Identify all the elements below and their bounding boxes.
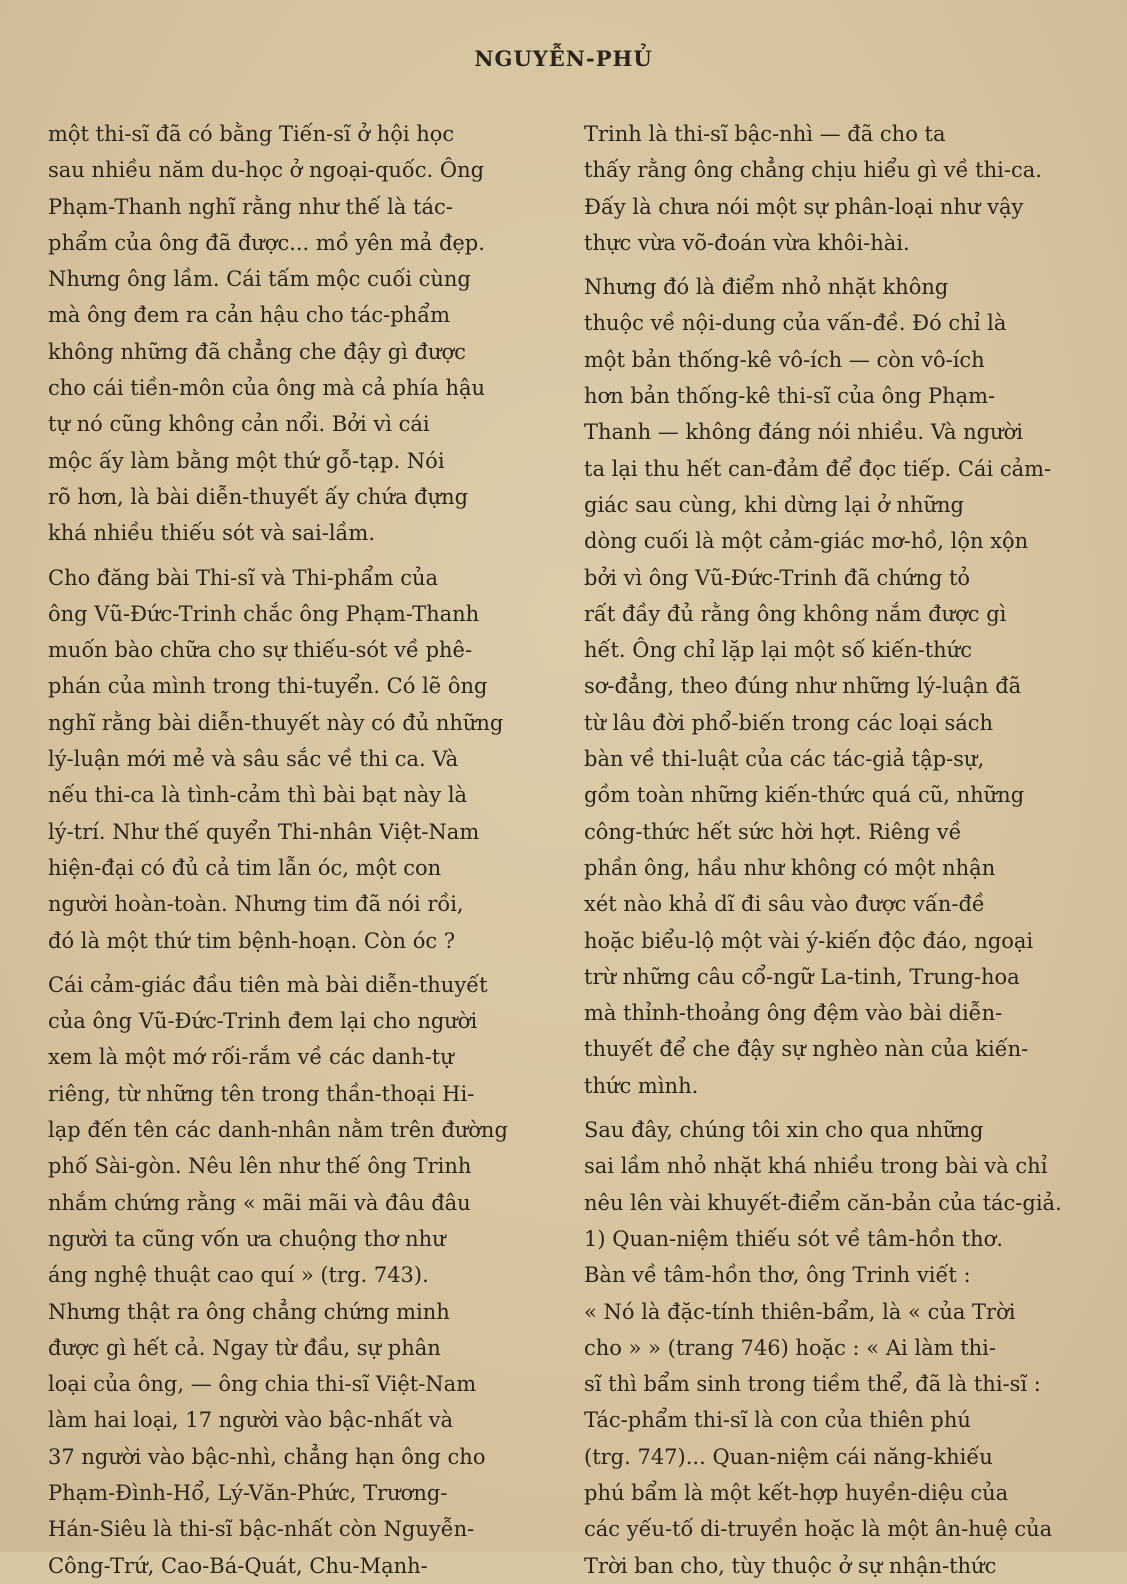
text-line: mộc ấy làm bằng một thứ gỗ-tạp. Nói <box>48 448 445 473</box>
text-line: loại của ông, — ông chia thi-sĩ Việt-Nam <box>48 1372 477 1397</box>
text-line: Tác-phẩm thi-sĩ là con của thiên phú <box>584 1408 971 1433</box>
text-line: muốn bào chữa cho sự thiếu-sót về phê- <box>48 638 473 663</box>
text-line: phán của mình trong thi-tuyển. Có lẽ ông <box>48 674 488 699</box>
text-line: Cái cảm-giác đầu tiên mà bài diễn-thuyết <box>48 972 488 997</box>
text-line: một bản thống-kê vô-ích — còn vô-ích <box>584 347 985 372</box>
text-line: Đấy là chưa nói một sự phân-loại như vậy <box>584 194 1024 219</box>
text-line: xem là một mớ rối-rắm về các danh-tự <box>48 1045 454 1070</box>
text-line: Nhưng đó là điểm nhỏ nhặt không <box>584 275 949 300</box>
paragraph-gap <box>584 1104 1092 1112</box>
text-line: giác sau cùng, khi dừng lại ở những <box>584 492 964 517</box>
text-line: Trời ban cho, tùy thuộc ở sự nhận-thức <box>584 1553 997 1578</box>
text-line: các yếu-tố di-truyền hoặc là một ân-huệ của <box>584 1517 1053 1542</box>
text-line: mà thỉnh-thoảng ông đệm vào bài diễn- <box>584 1001 1003 1026</box>
text-line: Trinh là thi-sĩ bậc-nhì — đã cho ta <box>584 122 946 146</box>
text-line: bởi vì ông Vũ-Đức-Trinh đã chứng tỏ <box>584 565 971 590</box>
text-line: Công-Trứ, Cao-Bá-Quát, Chu-Mạnh- <box>48 1553 428 1578</box>
paragraph-gap <box>48 552 550 560</box>
text-line: thấy rằng ông chẳng chịu hiểu gì về thi-ca. <box>584 158 1042 183</box>
text-line: làm hai loại, 17 người vào bậc-nhất và <box>48 1408 454 1433</box>
text-line: riêng, từ những tên trong thần-thoại Hi- <box>48 1081 475 1106</box>
text-line: người ta cũng vốn ưa chuộng thơ như <box>48 1226 446 1251</box>
text-line: nêu lên vài khuyết-điểm căn-bản của tác-giả. <box>584 1190 1062 1215</box>
text-line: sau nhiều năm du-học ở ngoại-quốc. Ông <box>48 158 485 183</box>
text-line: « Nó là đặc-tính thiên-bẩm, là « của Trời <box>584 1299 1016 1324</box>
text-line: ông Vũ-Đức-Trinh chắc ông Phạm-Thanh <box>48 601 480 626</box>
text-line: Cho đăng bài Thi-sĩ và Thi-phẩm của <box>48 565 439 590</box>
text-line: rõ hơn, là bài diễn-thuyết ấy chứa đựng <box>48 484 469 509</box>
text-line: 1) Quan-niệm thiếu sót về tâm-hồn thơ. <box>584 1226 1003 1251</box>
text-line: (trg. 747)... Quan-niệm cái năng-khiếu <box>584 1444 993 1469</box>
text-line: Phạm-Thanh nghĩ rằng như thế là tác- <box>48 194 453 219</box>
text-line: phố Sài-gòn. Nêu lên như thế ông Trinh <box>48 1154 472 1179</box>
text-line: một thi-sĩ đã có bằng Tiến-sĩ ở hội học <box>48 122 455 146</box>
paragraph-gap <box>48 959 550 967</box>
text-line: phú bẩm là một kết-hợp huyền-diệu của <box>584 1480 1009 1505</box>
text-line: rất đầy đủ rằng ông không nắm được gì <box>584 601 1007 626</box>
text-line: của ông Vũ-Đức-Trinh đem lại cho người <box>48 1009 478 1034</box>
text-line: đó là một thứ tim bệnh-hoạn. Còn óc ? <box>48 928 456 953</box>
text-line: nghĩ rằng bài diễn-thuyết này có đủ những <box>48 710 504 735</box>
text-line: lạp đến tên các danh-nhân nằm trên đường <box>48 1118 508 1143</box>
text-line: sơ-đẳng, theo đúng như những lý-luận đã <box>584 674 1022 699</box>
text-line: Thanh — không đáng nói nhiều. Và người <box>584 420 1024 445</box>
text-line: mà ông đem ra cản hậu cho tác-phẩm <box>48 303 450 328</box>
left-column <box>48 116 550 1584</box>
text-line: được gì hết cả. Ngay từ đầu, sự phân <box>48 1335 441 1360</box>
text-line: hết. Ông chỉ lặp lại một số kiến-thức <box>584 638 972 663</box>
text-line: bàn về thi-luật của các tác-giả tập-sự, <box>584 747 985 772</box>
text-line: hiện-đại có đủ cả tim lẫn óc, một con <box>48 855 442 880</box>
text-line: thực vừa võ-đoán vừa khôi-hài. <box>584 230 910 255</box>
text-line: áng nghệ thuật cao quí » (trg. 743). <box>48 1263 429 1288</box>
text-line: người hoàn-toàn. Nhưng tim đã nói rồi, <box>48 892 464 917</box>
text-line: nếu thi-ca là tình-cảm thì bài bạt này là <box>48 783 468 808</box>
text-line: xét nào khả dĩ đi sâu vào được vấn-đề <box>584 892 985 917</box>
text-line: sai lầm nhỏ nhặt khá nhiều trong bài và chỉ <box>584 1154 1048 1179</box>
text-line: khá nhiều thiếu sót và sai-lầm. <box>48 521 376 546</box>
text-line: cho cái tiền-môn của ông mà cả phía hậu <box>48 376 486 401</box>
text-line: lý-trí. Như thế quyển Thi-nhân Việt-Nam <box>48 819 480 844</box>
text-line: Nhưng ông lầm. Cái tấm mộc cuối cùng <box>48 267 471 292</box>
text-line: gồm toàn những kiến-thức quá cũ, những <box>584 783 1025 808</box>
text-line: phẩm của ông đã được... mồ yên mả đẹp. <box>48 230 485 255</box>
paragraph-gap <box>584 261 1092 269</box>
text-line: Sau đây, chúng tôi xin cho qua những <box>584 1118 984 1143</box>
text-line: thuyết để che đậy sự nghèo nàn của kiến- <box>584 1037 1029 1062</box>
text-line: nhắm chứng rằng « mãi mãi và đâu đâu <box>48 1190 471 1215</box>
text-line: dòng cuối là một cảm-giác mơ-hồ, lộn xộn <box>584 529 1029 554</box>
text-line: ta lại thu hết can-đảm để đọc tiếp. Cái cảm- <box>584 456 1052 481</box>
right-column <box>584 116 1092 1584</box>
text-line: hoặc biểu-lộ một vài ý-kiến độc đáo, ngoại <box>584 928 1034 953</box>
text-line: lý-luận mới mẻ và sâu sắc về thi ca. Và <box>48 747 459 772</box>
text-line: không những đã chẳng che đậy gì được <box>48 339 466 364</box>
text-line: từ lâu đời phổ-biến trong các loại sách <box>584 710 994 735</box>
text-line: Bàn về tâm-hồn thơ, ông Trinh viết : <box>584 1263 971 1288</box>
text-line: 37 người vào bậc-nhì, chẳng hạn ông cho <box>48 1444 486 1469</box>
text-line: công-thức hết sức hời hợt. Riêng về <box>584 819 962 844</box>
text-line: hơn bản thống-kê thi-sĩ của ông Phạm- <box>584 384 996 409</box>
text-line: tự nó cũng không cản nổi. Bởi vì cái <box>48 412 430 437</box>
text-line: thuộc về nội-dung của vấn-đề. Đó chỉ là <box>584 311 1007 336</box>
text-line: Hán-Siêu là thi-sĩ bậc-nhất còn Nguyễn- <box>48 1517 475 1542</box>
text-line: thức mình. <box>584 1073 699 1098</box>
text-line: Nhưng thật ra ông chẳng chứng minh <box>48 1299 450 1324</box>
page-header: NGUYỄN-PHỦ <box>474 46 653 71</box>
text-line: sĩ thì bẩm sinh trong tiềm thể, đã là thi-sĩ : <box>584 1372 1041 1397</box>
text-line: Phạm-Đình-Hổ, Lý-Văn-Phức, Trương- <box>48 1480 448 1505</box>
text-line: phần ông, hầu như không có một nhận <box>584 855 996 880</box>
text-line: cho » » (trang 746) hoặc : « Ai làm thi- <box>584 1335 996 1360</box>
text-line: trừ những câu cổ-ngữ La-tinh, Trung-hoa <box>584 964 1020 989</box>
